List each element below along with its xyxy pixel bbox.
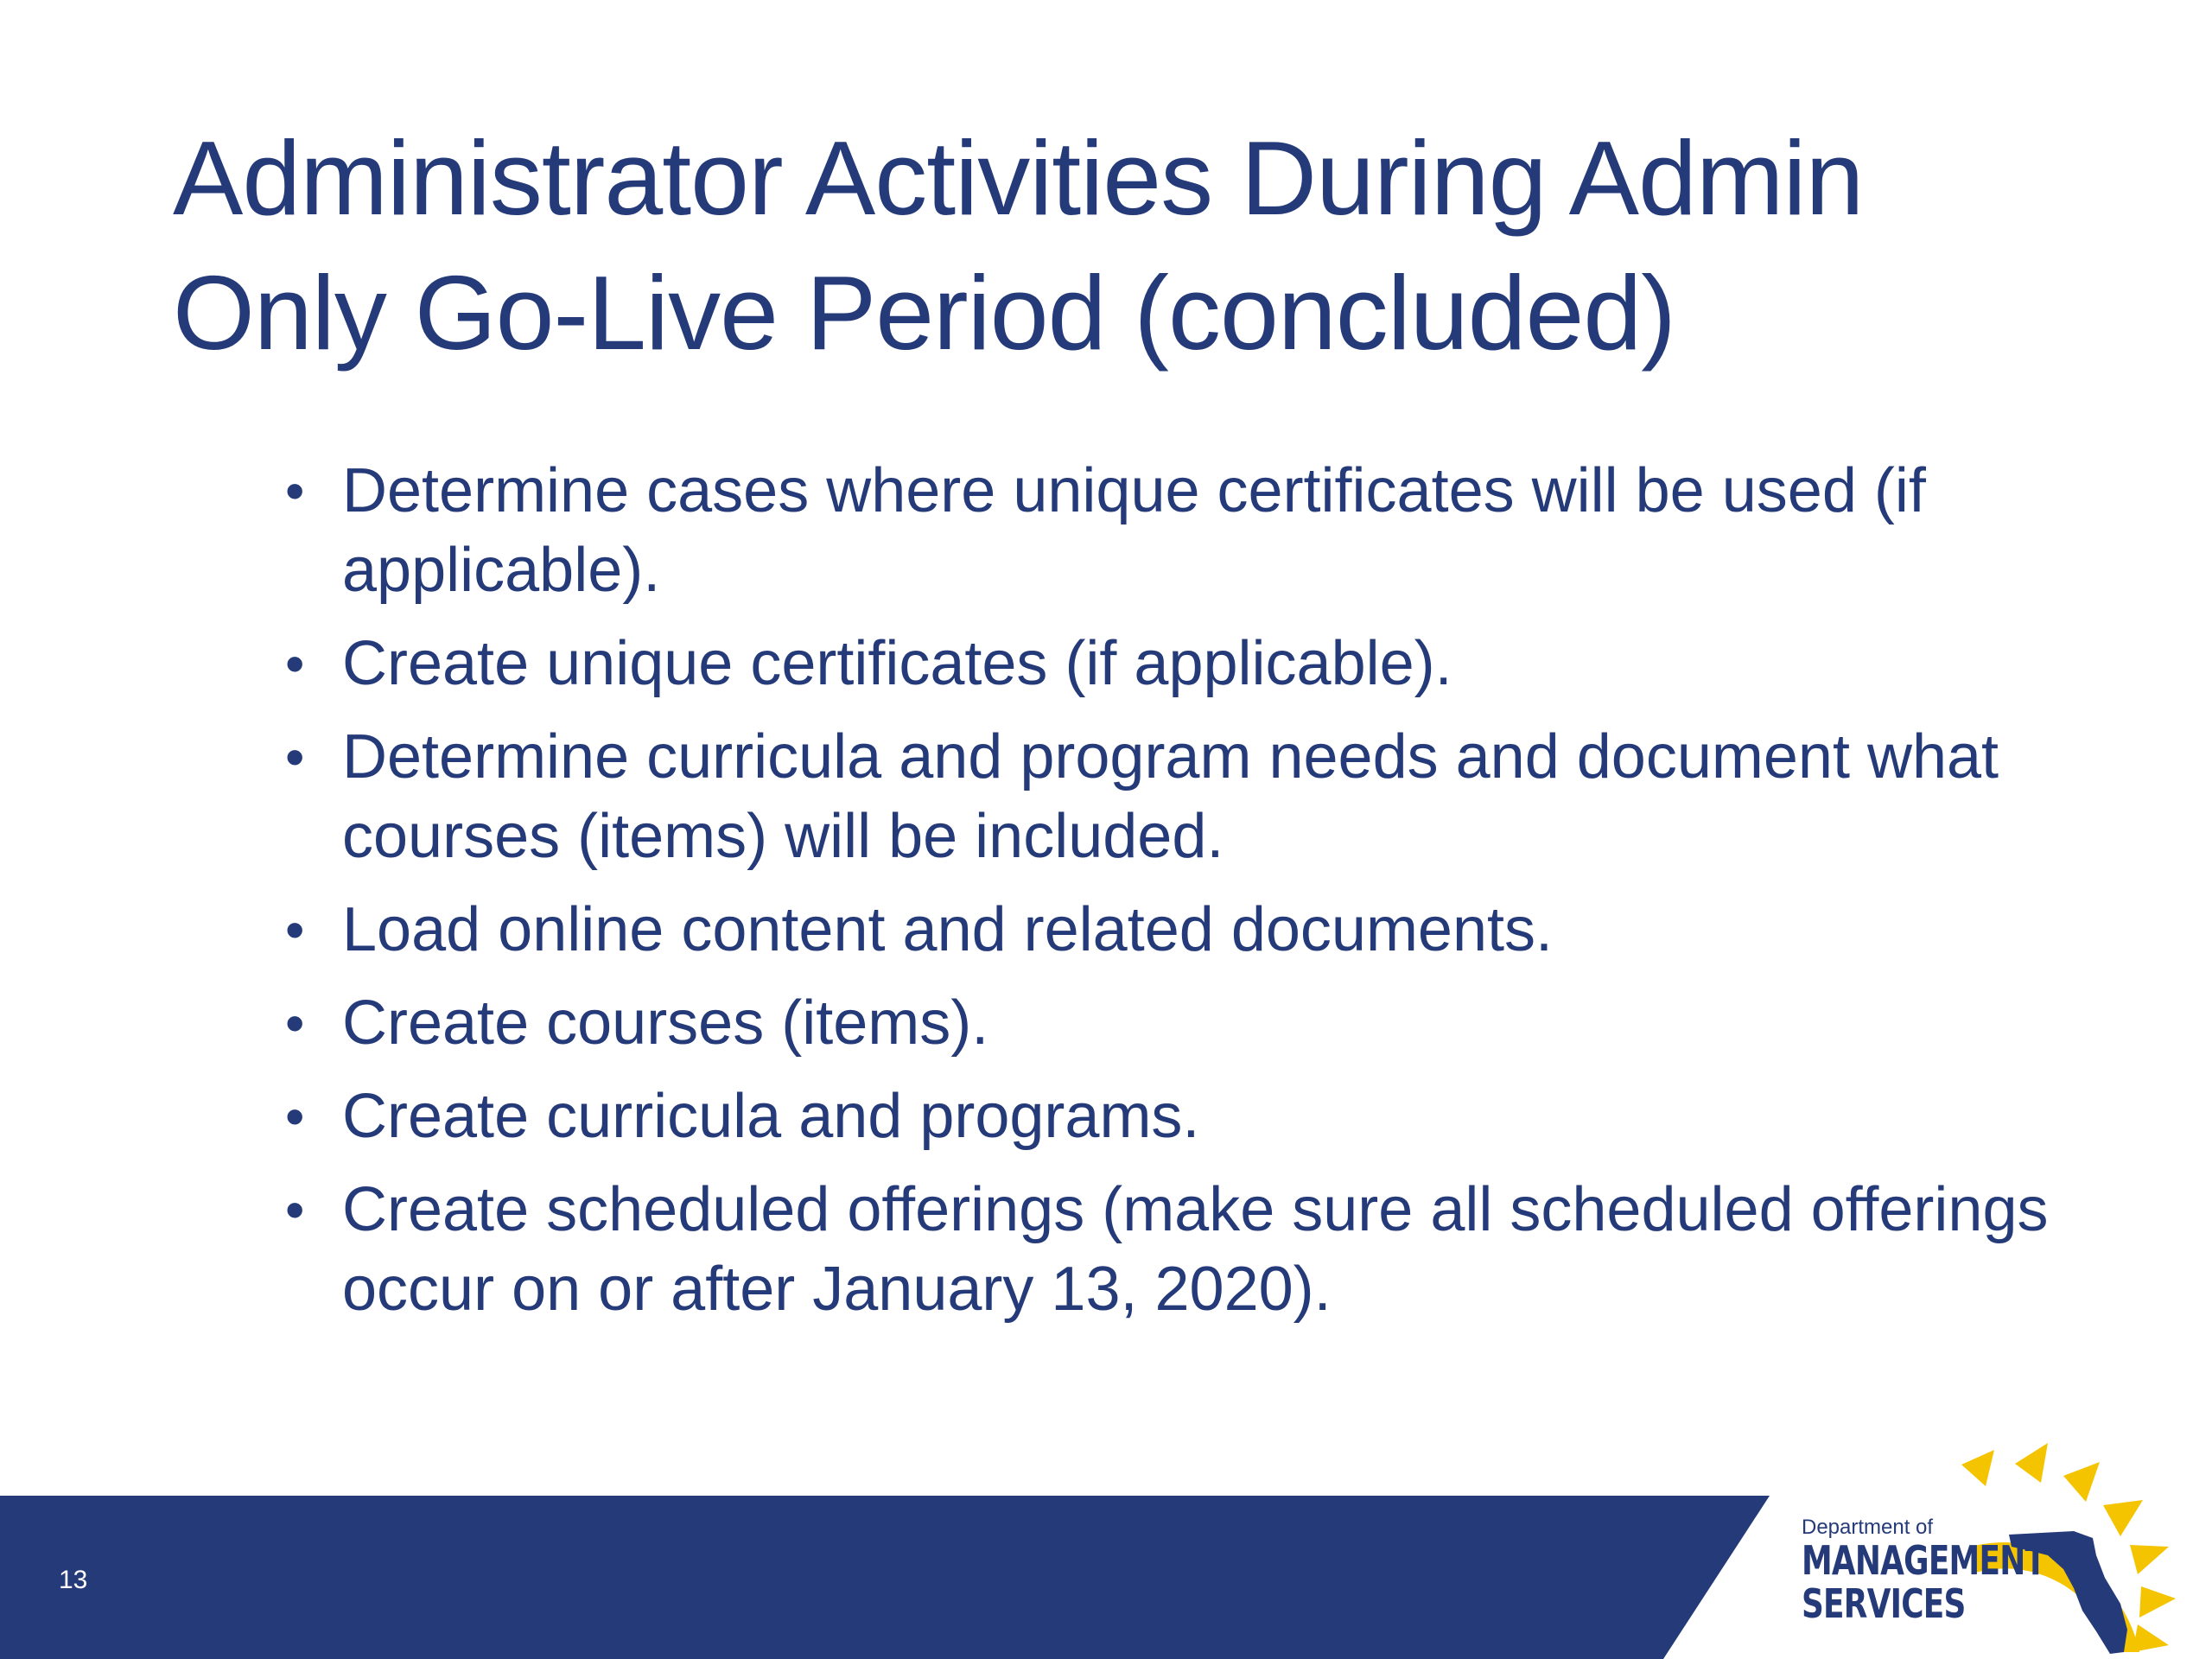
bullet-item	[285, 890, 2056, 969]
bullet-item	[285, 717, 2056, 876]
logo-services: SERVICES	[1802, 1580, 1966, 1627]
bullet-text: Create unique certificates (if applicable).	[342, 629, 1452, 698]
slide-title-line-2: Only Go-Live Period (concluded)	[173, 254, 1675, 372]
bullet-symbol: •	[285, 726, 305, 788]
bullet-text: Create courses (items).	[342, 988, 989, 1058]
bullet-text: Create scheduled offerings (make sure all scheduled offerings occur on or after January 13, 2020).	[342, 1175, 2049, 1324]
slide-title-line-1: Administrator Activities During Admin	[173, 119, 1864, 237]
bullet-symbol: •	[285, 460, 305, 522]
page-number: 13	[59, 1566, 88, 1594]
bullet-item	[285, 1170, 2056, 1329]
bullet-text: Determine curricula and program needs and document what courses (items) will be included.	[342, 722, 1999, 871]
slide-title	[173, 111, 2117, 380]
bullet-item	[285, 451, 2056, 610]
bullet-symbol: •	[285, 1085, 305, 1147]
logo-department-of: Department of	[1802, 1516, 1934, 1539]
bullet-text: Create curricula and programs.	[342, 1082, 1200, 1151]
bullet-symbol: •	[285, 1179, 305, 1241]
bullet-text: Load online content and related documents.	[342, 895, 1554, 964]
bullet-symbol: •	[285, 899, 305, 961]
bullet-item	[285, 624, 2056, 703]
logo-management: MANAGEMENT	[1802, 1537, 2046, 1584]
bullet-text: Determine cases where unique certificates will be used (if applicable).	[342, 456, 1926, 605]
bullet-item	[285, 1077, 2056, 1156]
bullet-symbol: •	[285, 632, 305, 695]
dms-logo-text	[1802, 1516, 2114, 1625]
bullet-list	[285, 451, 2056, 1343]
bullet-symbol: •	[285, 992, 305, 1054]
bullet-item	[285, 983, 2056, 1063]
